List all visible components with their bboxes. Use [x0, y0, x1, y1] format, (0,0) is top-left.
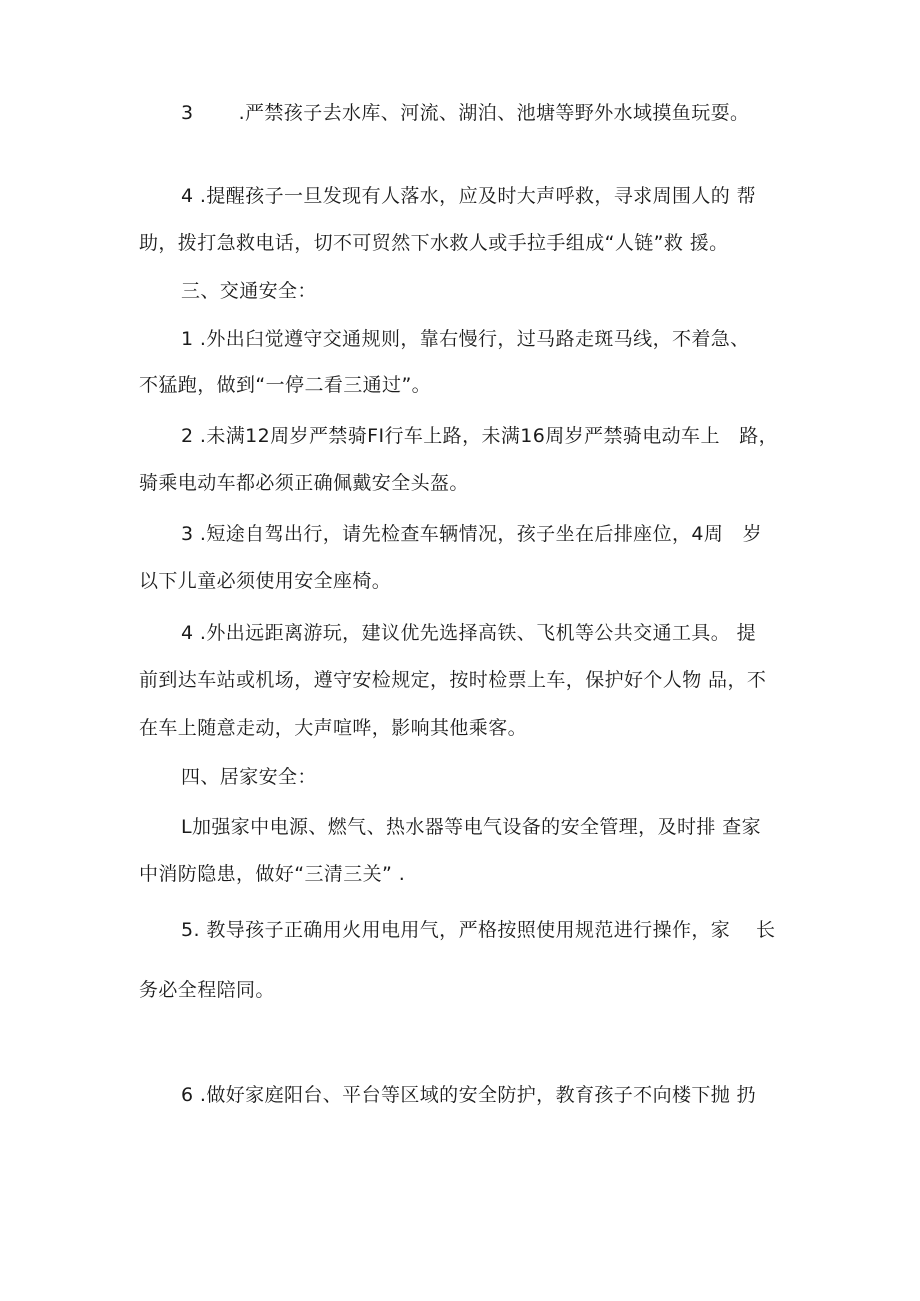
home-heading: 四、居家安全：	[181, 766, 317, 788]
traffic-item-1-line-2: 不猛跑，做到“一停二看三通过”。	[139, 374, 432, 396]
traffic-item-3-line-2: 以下儿童必须使用安全座椅。	[139, 570, 392, 592]
traffic-heading: 三、交通安全：	[181, 280, 317, 302]
water-item-3-line-1: 3 .严禁孩子去水库、河流、湖泊、池塘等野外水域摸鱼玩耍。	[181, 102, 750, 124]
traffic-item-2-line-1: 2 .未满12周岁严禁骑FI行车上路，未满16周岁严禁骑电动车上 路，	[181, 425, 779, 447]
traffic-item-3-line-1: 3 .短途自驾出行，请先检查车辆情况，孩子坐在后排座位，4周 岁	[181, 523, 763, 545]
water-item-4-line-2: 助，拨打急救电话，切不可贸然下水救人或手拉手组成“人链”救 援。	[139, 232, 729, 254]
home-item-L-line-1: L加强家中电源、燃气、热水器等电气设备的安全管理，及时排 查家	[181, 816, 762, 838]
traffic-item-4-line-2: 前到达车站或机场，遵守安检规定，按时检票上车，保护好个人物 品，不	[139, 669, 767, 691]
traffic-item-2-line-2: 骑乘电动车都必须正确佩戴安全头盔。	[139, 472, 469, 494]
home-item-5-line-1: 5. 教导孩子正确用火用电用气，严格按照使用规范进行操作，家 长	[181, 919, 776, 941]
traffic-item-1-line-1: 1 .外出臼觉遵守交通规则，靠右慢行，过马路走斑马线，不着急、	[181, 328, 750, 350]
water-item-4-line-1: 4 .提醒孩子一旦发现有人落水，应及时大声呼救，寻求周围人的 帮	[181, 185, 757, 207]
traffic-item-4-line-1: 4 .外出远距离游玩，建议优先选择高铁、飞机等公共交通工具。 提	[181, 622, 757, 644]
traffic-item-4-line-3: 在车上随意走动，大声喧哗，影响其他乘客。	[139, 717, 528, 739]
home-item-6-line-1: 6 .做好家庭阳台、平台等区域的安全防护，教育孩子不向楼下抛 扔	[181, 1084, 757, 1106]
home-item-L-line-2: 中消防隐患，做好“三清三关” .	[139, 863, 406, 885]
home-item-5-line-2: 务必全程陪同。	[139, 979, 275, 1001]
